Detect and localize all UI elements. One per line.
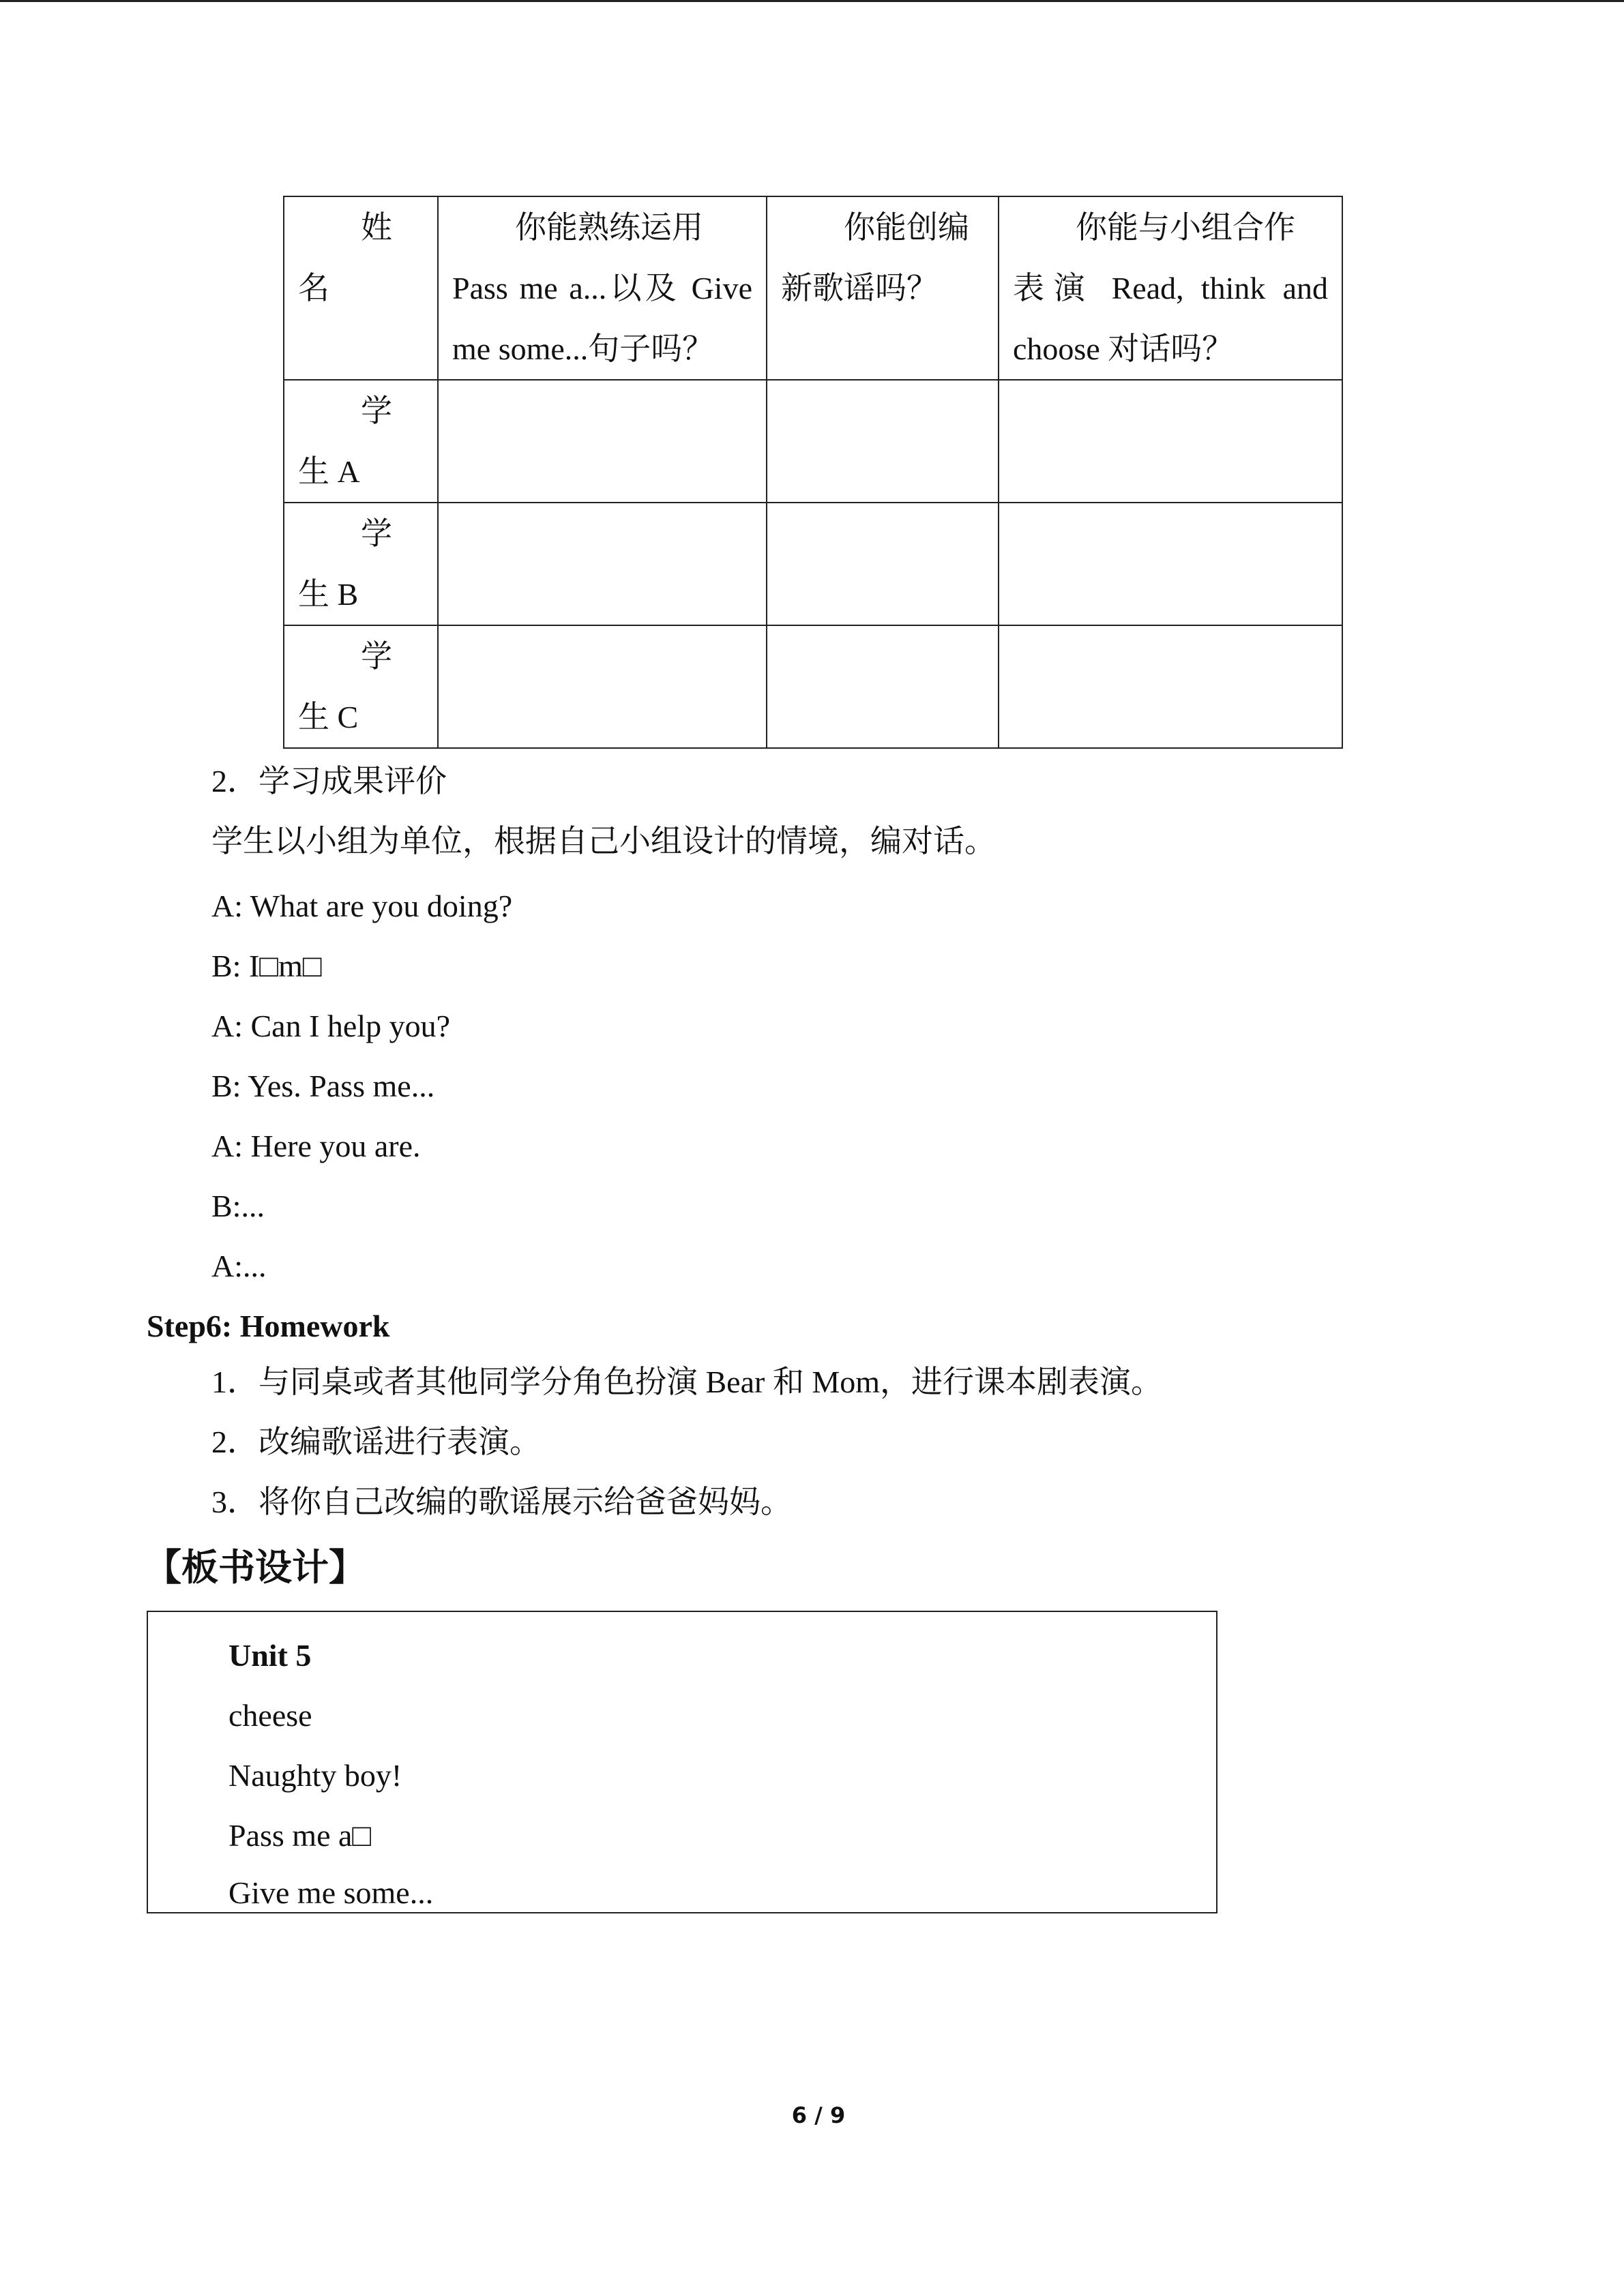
header-col1-line-1: 你能熟练运用 (515, 210, 703, 245)
board-line: Pass me a□ (228, 1818, 372, 1853)
header-cell-chant (767, 196, 999, 380)
header-col2-line-2: 新歌谣吗？ (781, 271, 938, 305)
table-row (284, 503, 1342, 625)
student-name-cell (284, 625, 438, 748)
student-name-line-1: 学 (361, 639, 392, 674)
empty-cell (767, 380, 999, 503)
empty-cell (438, 625, 767, 748)
header-cell-name (284, 196, 438, 380)
empty-cell (438, 503, 767, 625)
page-number: 6 / 9 (791, 2102, 846, 2128)
board-line: cheese (228, 1698, 312, 1733)
table-row (284, 380, 1342, 503)
dialogue-line: A:... (211, 1249, 267, 1283)
student-name-line-2: 生 A (298, 454, 360, 489)
header-name-line-1: 姓 (361, 210, 392, 245)
header-col3-line-2: 表演 Read, think and (1013, 271, 1328, 305)
empty-cell (999, 625, 1342, 748)
header-col3-line-3: choose 对话吗？ (1013, 331, 1234, 366)
page-top-rule (0, 0, 1624, 2)
student-name-line-2: 生 C (298, 700, 359, 734)
board-line: Give me some... (228, 1875, 434, 1910)
student-name-line-1: 学 (361, 393, 392, 428)
assessment-heading: 2．学习成果评价 (211, 764, 447, 799)
dialogue-line: B: Yes. Pass me... (211, 1069, 435, 1103)
dialogue-line: A: Here you are. (211, 1129, 421, 1163)
board-design-box (147, 1611, 1217, 1913)
empty-cell (767, 625, 999, 748)
student-name-line-2: 生 B (298, 577, 359, 612)
homework-item: 1．与同桌或者其他同学分角色扮演 Bear 和 Mom，进行课本剧表演。 (211, 1365, 1163, 1399)
header-col3-line-1: 你能与小组合作 (1076, 210, 1295, 245)
evaluation-table (283, 196, 1343, 749)
empty-cell (438, 380, 767, 503)
empty-cell (767, 503, 999, 625)
dialogue-line: A: Can I help you? (211, 1009, 451, 1043)
student-name-cell (284, 503, 438, 625)
dialogue-line: A: What are you doing? (211, 889, 513, 923)
header-col1-line-2: Pass me a...以及 Give (452, 271, 752, 305)
empty-cell (999, 380, 1342, 503)
header-col1-line-3: me some...句子吗？ (452, 331, 714, 366)
student-name-line-1: 学 (361, 516, 392, 551)
board-line: Naughty boy! (228, 1758, 402, 1793)
homework-item: 3．将你自己改编的歌谣展示给爸爸妈妈。 (211, 1485, 792, 1519)
dialogue-line: B: I□m□ (211, 949, 322, 983)
header-cell-sentences (438, 196, 767, 380)
board-unit-title: Unit 5 (228, 1638, 312, 1673)
homework-item: 2．改编歌谣进行表演。 (211, 1425, 541, 1459)
table-row (284, 625, 1342, 748)
header-name-line-2: 名 (298, 271, 329, 305)
header-cell-dialogue (999, 196, 1342, 380)
header-col2-line-1: 你能创编 (844, 210, 969, 245)
table-header-row (284, 196, 1342, 380)
dialogue-line: B:... (211, 1189, 265, 1223)
homework-heading: Step6: Homework (147, 1309, 390, 1343)
board-design-heading: 【板书设计】 (145, 1547, 366, 1588)
empty-cell (999, 503, 1342, 625)
assessment-intro: 学生以小组为单位，根据自己小组设计的情境，编对话。 (211, 824, 996, 859)
student-name-cell (284, 380, 438, 503)
